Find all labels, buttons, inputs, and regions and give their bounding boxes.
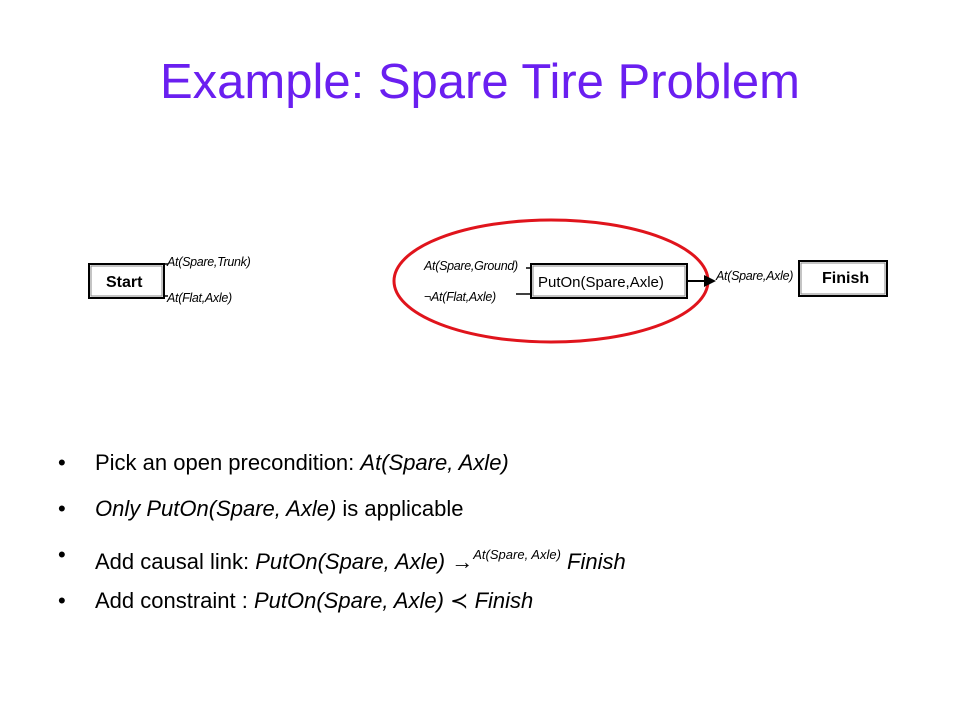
start-effect-1: At(Spare,Trunk) (167, 255, 251, 269)
bullet-marker: • (58, 588, 66, 613)
start-label: Start (106, 274, 143, 291)
bullet-item (58, 535, 626, 581)
bullet-item (58, 489, 626, 535)
bullet-text: Pick an open precondition: (95, 450, 361, 475)
finish-node (799, 261, 887, 296)
bullet-text: Add constraint : (95, 588, 254, 613)
bullet-marker: • (58, 450, 66, 475)
finish-label: Finish (822, 270, 870, 287)
causal-link-arrow (687, 275, 716, 287)
bullet-text: is applicable (336, 496, 464, 521)
slide-title: Example: Spare Tire Problem (160, 55, 800, 109)
precedes-symbol: ≺ (450, 588, 469, 613)
bullet-italic: At(Spare, Axle) (360, 450, 509, 475)
causal-arrow-symbol: → (451, 549, 474, 574)
bullet-italic: Finish (560, 549, 626, 574)
causal-link-label: At(Spare,Axle) (716, 269, 794, 283)
start-node (89, 264, 164, 298)
bullet-italic: PutOn(Spare, Axle) (255, 549, 446, 574)
bullet-list (58, 443, 626, 627)
bullet-italic: PutOn(Spare, Axle) (253, 588, 444, 613)
bullet-item (58, 581, 626, 627)
puton-precondition-2: ¬At(Flat,Axle) (424, 290, 496, 304)
causal-link-superscript: At(Spare, Axle) (473, 547, 561, 562)
bullet-marker: • (58, 496, 66, 521)
bullet-item (58, 443, 626, 489)
puton-label: PutOn(Spare,Axle) (538, 274, 664, 291)
start-effect-2: At(Flat,Axle) (167, 291, 232, 305)
bullet-marker: • (58, 542, 66, 567)
bullet-italic: Finish (468, 588, 534, 613)
bullet-text: Add causal link: (95, 549, 256, 574)
bullet-italic: Only PutOn(Spare, Axle) (95, 496, 337, 521)
puton-precondition-1: At(Spare,Ground) (424, 259, 518, 273)
puton-node (531, 264, 687, 298)
